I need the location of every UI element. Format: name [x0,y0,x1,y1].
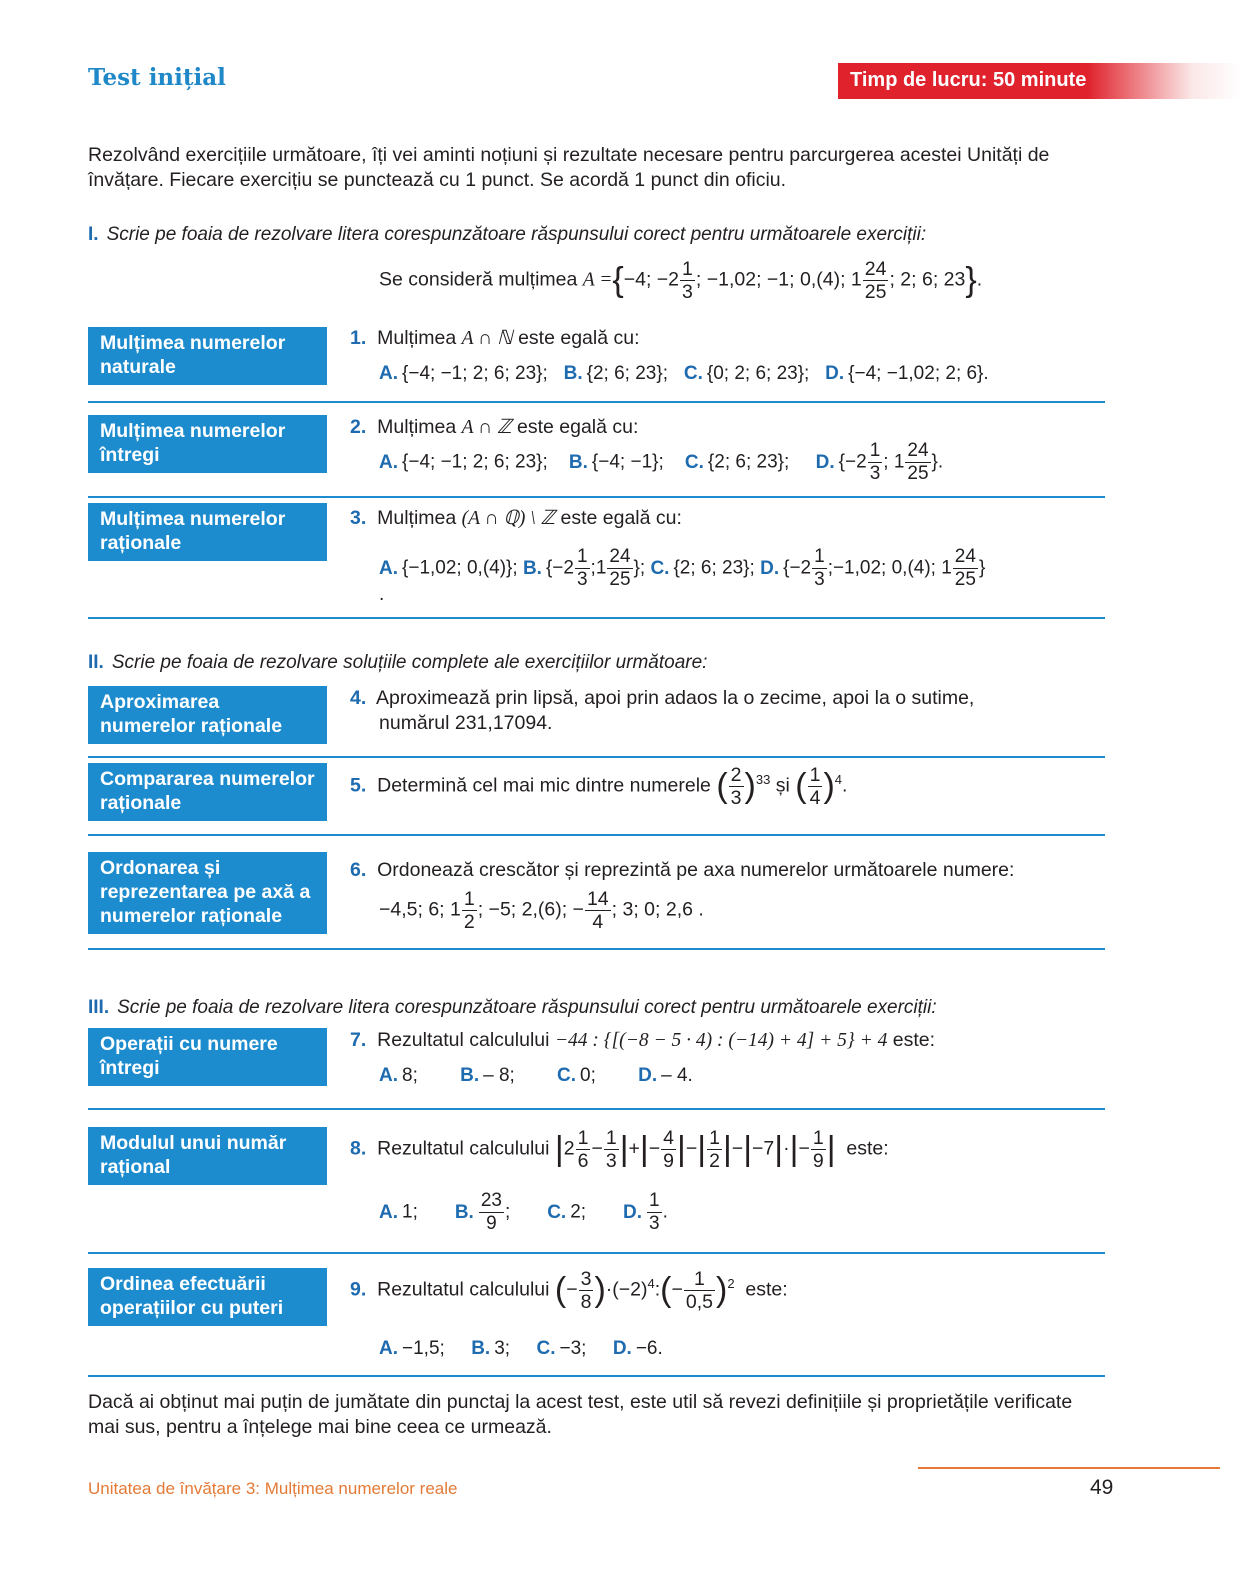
q8-m5: − [798,1137,810,1160]
q1-text: Mulțimea [377,327,457,349]
set-definition: Se consideră mulțimea A ={−4; −2 $\frac{1}{3}$ ; −1,02; −1; 0,(4); 1 $\frac{24}{25}$ ; 2; 6; 23}. [379,258,983,303]
divider [88,834,1105,836]
q9-e1: 4 [647,1276,655,1292]
q1-tail: este egală cu: [518,327,640,349]
fraction [680,258,695,303]
q8-c: C. [547,1201,567,1223]
q5-e2: 4 [834,772,842,788]
expression: A ∩ ℕ [461,328,513,349]
q5-n1: 2 [730,764,742,786]
sections-III-num: III. [88,997,110,1018]
q1-c: C. [683,363,703,384]
q9-d: D. [612,1338,632,1359]
q8-text: Rezultatul calculului [377,1137,550,1160]
q3-b-n2: 24 [609,546,631,567]
q8-d-n: 1 [649,1190,660,1211]
question-7 [350,1028,935,1053]
q1-b: B. [563,363,583,384]
question-3 [350,506,682,531]
brace-close: } [965,261,977,299]
fraction [575,546,590,591]
q9-tail: este: [745,1278,788,1301]
q2-a: A. [379,451,398,473]
question-9 [350,1268,788,1313]
fraction [579,1268,594,1313]
q6-d1: 2 [463,911,475,933]
q8-p1: 2 [563,1137,575,1160]
q3-d: D. [760,557,780,579]
sections-II-num: II. [88,652,104,673]
bracket: ( [554,1271,567,1309]
q3-b-d1: 3 [576,569,588,590]
q5-text: Determină cel mai mic dintre numerele [377,774,711,797]
q3-b-mid: ;1 [590,557,607,579]
q5-e1: 33 [755,772,771,788]
section-number: I. [88,224,99,245]
q3-text: Mulțimea [377,507,457,529]
set-elements: −4; −2 [623,268,680,291]
page-title: Test inițial [88,64,226,91]
fraction [607,546,632,591]
question-number: 1. [350,327,367,349]
q8-plus: + [628,1137,640,1160]
fraction [868,440,883,485]
footer-unit: Unitatea de învățare 3: Mulțimea numerelor reale [88,1479,458,1498]
answer-options-1 [379,363,989,385]
q9-n2: 1 [684,1268,715,1291]
q8-a-val: 1; [402,1201,418,1223]
question-4 [350,686,974,736]
q8-d: D. [623,1201,642,1223]
intro-text: Rezolvând exercițiile următoare, îți vei aminti noțiuni și rezultate necesare pentru parcurgerea acestei Unități de învățare. Fiecare exercițiu se punctează cu 1 punct. Se acordă 1 punct din oficiu. [88,144,1050,191]
q3-d-d2: 25 [954,569,976,590]
q6-num: 6. [350,859,367,881]
closing-note: Dacă ai obținut mai puțin de jumătate din punctaj la acest test, este util să revezi definițiile și proprietățile verificate mai sus, pentru a înțelege mai bine ceea ce urmează. [88,1391,1073,1438]
q8-f1n: 1 [577,1127,589,1149]
q5-and: și [775,774,790,797]
q3-d-end: } [978,557,986,579]
q3-b-end: }; [633,557,646,579]
q9-d1: 8 [580,1291,592,1313]
q8-m1: − [591,1137,603,1160]
q3-num: 3. [350,507,367,529]
bracket: | [826,1130,836,1168]
q9-num: 9. [350,1278,367,1301]
q9-mid: ·(−2) [605,1278,648,1301]
brace-open: { [612,261,624,299]
q2-d-n1: 1 [869,440,881,461]
q7-num: 7. [350,1029,367,1051]
bracket: | [722,1130,732,1168]
fraction [863,258,889,303]
q5-num: 5. [350,774,367,797]
bracket: | [554,1130,564,1168]
topic-label: Mulțimea numerelor întregi [88,415,327,473]
q7-c-val: 0; [580,1065,596,1086]
q6-d2: 4 [592,911,604,933]
q5-end: . [842,774,848,797]
q1-a-val: {−4; −1; 2; 6; 23}; [402,363,548,384]
q7-b: B. [460,1065,480,1086]
q8-d-end: . [662,1201,668,1223]
q8-f5d: 9 [812,1150,824,1172]
fraction [811,1127,826,1172]
q3-d-n1: 1 [814,546,825,567]
q3-d-d1: 3 [814,569,825,590]
answer-options-3 [379,546,985,591]
topic-label: Ordonarea și reprezentarea pe axă a numerelor raționale [88,852,327,934]
fraction [905,440,930,485]
q2-text: Mulțimea [377,416,457,438]
q9-d2: 0,5 [685,1291,713,1313]
q2-tail: este egală cu: [516,416,639,438]
q8-m4: − [731,1137,744,1160]
section-iii-heading [88,997,937,1019]
topic-label: Compararea numerelor raționale [88,763,327,821]
set-def-f1-den: 3 [682,281,693,303]
q2-d-n2: 24 [907,440,929,461]
q8-tail: este: [846,1137,889,1160]
q6-n1: 1 [463,888,475,910]
bracket: | [697,1130,707,1168]
set-elements-middle: ; −1,02; −1; 0,(4); 1 [695,268,862,291]
q1-d: D. [825,363,845,384]
q8-b-d: 9 [486,1213,497,1234]
section-i-heading [88,224,926,246]
bracket: ) [715,1271,728,1309]
q8-num: 8. [350,1137,367,1160]
topic-label: Aproximarea numerelor raționale [88,686,327,744]
q3-tail: este egală cu: [560,507,682,529]
q3-expr: (A ∩ ℚ) \ ℤ [461,508,556,529]
fraction [684,1268,715,1313]
q5-d2: 4 [809,787,821,809]
q8-c-val: 2; [570,1201,587,1223]
q6-pre: −4,5; 6; 1 [379,898,461,921]
answer-options-8 [379,1190,668,1235]
q3-b: B. [522,557,542,579]
fraction [479,1190,504,1235]
set-def-f2-den: 25 [864,281,887,303]
q3-c: C. [650,557,670,579]
question-2 [350,415,638,440]
topic-label: Mulțimea numerelor naturale [88,327,327,385]
q9-a: A. [379,1338,398,1359]
fraction [576,1127,591,1172]
q9-text: Rezultatul calculului [377,1278,550,1301]
fraction [585,888,611,933]
q9-c-val: −3; [559,1338,587,1359]
q8-d-d: 3 [649,1213,660,1234]
set-variable: A = [582,269,613,291]
q8-dot: · [783,1137,790,1160]
question-1 [350,326,640,351]
divider [88,1252,1105,1254]
q6-end: ; 3; 0; 2,6 . [611,898,704,921]
section-text: Scrie pe foaia de rezolvare litera corespunzătoare răspunsului corect pentru următoarele exerciții: [106,224,927,245]
numbers-list [379,888,704,933]
q6-text: Ordonează crescător și reprezintă pe axa numerelor următoarele numere: [377,859,1015,881]
q8-f2n: 1 [605,1127,617,1149]
q7-tail: este: [892,1029,936,1051]
footer-rule [918,1467,1220,1469]
bracket: ) [823,767,835,805]
q2-d-d2: 25 [907,463,929,484]
q7-a: A. [379,1065,398,1086]
q8-f2d: 3 [605,1150,617,1172]
q3-b-n1: 1 [576,546,588,567]
q1-d-val: {−4; −1,02; 2; 6}. [848,363,989,384]
bracket: | [677,1130,686,1168]
q9-e2: 2 [727,1276,735,1292]
set-elements-end: ; 2; 6; 23 [889,268,966,291]
divider [88,948,1105,950]
q8-p7: −7 [752,1137,775,1160]
q7-b-val: – 8; [483,1065,515,1086]
sections-III-text: Scrie pe foaia de rezolvare litera corespunzătoare răspunsului corect pentru următoarele exerciții: [117,997,937,1018]
question-8 [350,1127,889,1172]
bracket: ) [744,767,756,805]
q8-b-end: ; [504,1201,511,1223]
q3-b-d2: 25 [609,569,631,590]
bracket: | [789,1130,799,1168]
q9-b-val: 3; [494,1338,511,1359]
question-5 [350,764,847,809]
bracket: ( [716,767,728,805]
q6-n2: 14 [586,888,609,910]
q8-b: B. [454,1201,474,1223]
q9-n1: 3 [580,1268,592,1290]
set-prefix: Se consideră mulțimea [379,268,578,291]
q3-a-val: {−1,02; 0,(4)}; [402,557,518,579]
q2-c-val: {2; 6; 23}; [707,451,790,473]
answer-options-2 [379,440,943,485]
q8-f3n: 4 [663,1127,675,1149]
q3-d-n2: 24 [954,546,976,567]
q8-f1d: 6 [577,1150,589,1172]
fraction [661,1127,676,1172]
q2-d-mid: ; 1 [883,451,905,473]
bracket: | [774,1130,784,1168]
bracket: | [639,1130,649,1168]
bracket: ) [594,1271,606,1309]
divider [88,1108,1105,1110]
q4-line2: numărul 231,17094. [379,712,553,734]
q1-b-val: {2; 6; 23}; [586,363,668,384]
topic-label: Operații cu numere întregi [88,1028,327,1086]
page-number: 49 [1090,1476,1114,1499]
divider [88,496,1105,498]
q2-a-val: {−4; −1; 2; 6; 23}; [402,451,548,473]
q9-m2: − [671,1278,683,1301]
time-banner [838,63,1240,99]
q9-c: C. [536,1338,556,1359]
section-ii-heading [88,652,707,674]
fraction [604,1127,619,1172]
set-def-f1-num: 1 [682,258,693,280]
trailing-dot: . [379,584,385,605]
fraction [462,888,477,933]
q7-d: D. [638,1065,658,1086]
fraction [729,764,744,809]
q8-f4d: 2 [709,1150,720,1172]
q2-b-val: {−4; −1}; [591,451,664,473]
q2-d-d1: 3 [869,463,881,484]
q9-d-val: −6. [635,1338,663,1359]
q2-b: B. [568,451,588,473]
q9-a-val: −1,5; [402,1338,445,1359]
q9-colon: : [654,1278,661,1301]
topic-label: Modulul unui număr rațional [88,1127,327,1185]
set-def-f2-num: 24 [864,258,887,280]
q2-expr: A ∩ ℤ [461,417,512,438]
topic-label: Mulțimea numerelor raționale [88,503,327,561]
bracket: ( [795,767,807,805]
q3-d-pre: {−2 [783,557,812,579]
q5-n2: 1 [809,764,821,786]
answer-options-9 [379,1338,663,1360]
q9-m1: − [566,1278,578,1301]
q3-c-val: {2; 6; 23}; [673,557,755,579]
answer-options-7 [379,1065,693,1087]
q9-b: B. [471,1338,491,1359]
q5-d1: 3 [730,787,742,809]
q4-num: 4. [350,687,367,709]
bracket: ( [660,1271,672,1309]
q3-b-pre: {−2 [545,557,574,579]
divider [88,401,1105,403]
q8-f4n: 1 [709,1127,720,1149]
q8-f5n: 1 [812,1127,824,1149]
fraction [707,1127,722,1172]
q8-a: A. [379,1201,398,1223]
q6-mid: ; −5; 2,(6); − [477,898,584,921]
q2-c: C. [684,451,704,473]
q1-a: A. [379,363,398,384]
q8-m3: − [685,1137,698,1160]
fraction [953,546,978,591]
q2-d-pre: {−2 [838,451,867,473]
q3-a: A. [379,557,398,579]
q1-c-val: {0; 2; 6; 23}; [706,363,810,384]
time-label: Timp de lucru: 50 minute [850,69,1087,91]
q7-c: C. [557,1065,577,1086]
q2-num: 2. [350,416,367,438]
q4-line1: Aproximează prin lipsă, apoi prin adaos la o zecime, apoi la o sutime, [376,687,975,709]
expression: −44 : {[(−8 − 5 · 4) : (−14) + 4] + 5} + 4 [554,1030,888,1051]
bracket: | [743,1130,753,1168]
divider [88,756,1105,758]
fraction [812,546,827,591]
bracket: | [619,1130,629,1168]
q3-d-mid: ;−1,02; 0,(4); 1 [827,557,952,579]
fraction [647,1190,662,1235]
q7-text: Rezultatul calculului [377,1029,550,1051]
topic-label: Ordinea efectuării operațiilor cu puteri [88,1268,327,1326]
question-6 [350,858,1014,883]
q8-m2: − [648,1137,661,1160]
sections-II-text: Scrie pe foaia de rezolvare soluțiile complete ale exercițiilor următoare: [111,652,708,673]
q2-d: D. [815,451,835,473]
q7-a-val: 8; [402,1065,418,1086]
q2-d-end: }. [931,451,944,473]
q7-d-val: – 4. [661,1065,693,1086]
q8-f3d: 9 [663,1150,675,1172]
divider [88,617,1105,619]
divider [88,1375,1105,1377]
fraction [808,764,823,809]
q8-b-n: 23 [480,1190,502,1211]
